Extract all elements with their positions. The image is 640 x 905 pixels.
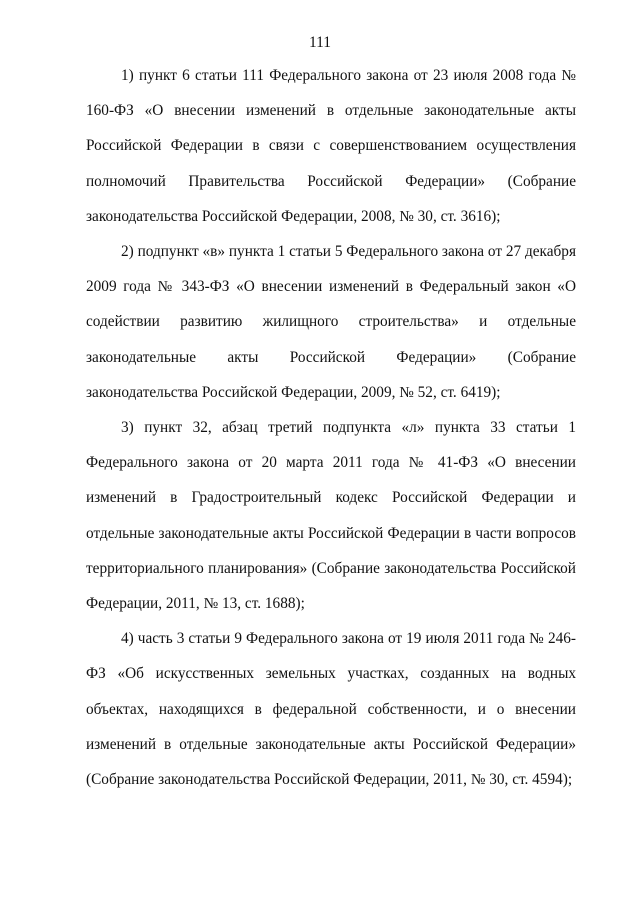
- page-number: 111: [308, 34, 332, 51]
- list-item-3: 3) пункт 32, абзац третий подпункта «л» пункта 33 статьи 1 Федерального закона от 20 марта 2011 года № 41-ФЗ «О внесении изменений в Градостроительный кодекс Российской Федерации и отдельные законодательные акты Российской Федерации в части вопросов территориального планирования» (Собрание законодательства Российской Федерации, 2011, № 13, ст. 1688);: [86, 419, 576, 613]
- list-item-2: 2) подпункт «в» пункта 1 статьи 5 Федерального закона от 27 декабря 2009 года № 343-ФЗ «О внесении изменений в Федеральный закон «О содействии развитию жилищного строительства» и отдельные законодательные акты Российской Федерации» (Собрание законодательства Российской Федерации, 2009, № 52, ст. 6419);: [86, 243, 576, 401]
- list-item-1: 1) пункт 6 статьи 111 Федерального закона от 23 июля 2008 года № 160-ФЗ «О внесении изменений в отдельные законодательные акты Российской Федерации в связи с совершенствованием осуществления полномочий Правительства Российской Федерации» (Собрание законодательства Российской Федерации, 2008, № 30, ст. 3616);: [86, 67, 576, 225]
- list-item-4: 4) часть 3 статьи 9 Федерального закона от 19 июля 2011 года № 246-ФЗ «Об искусственных земельных участках, созданных на водных объектах, находящихся в федеральной собственности, и о внесении изменений в отдельные законодательные акты Российской Федерации» (Собрание законодательства Российской Федерации, 2011, № 30, ст. 4594);: [86, 630, 576, 789]
- document-body: [86, 58, 576, 797]
